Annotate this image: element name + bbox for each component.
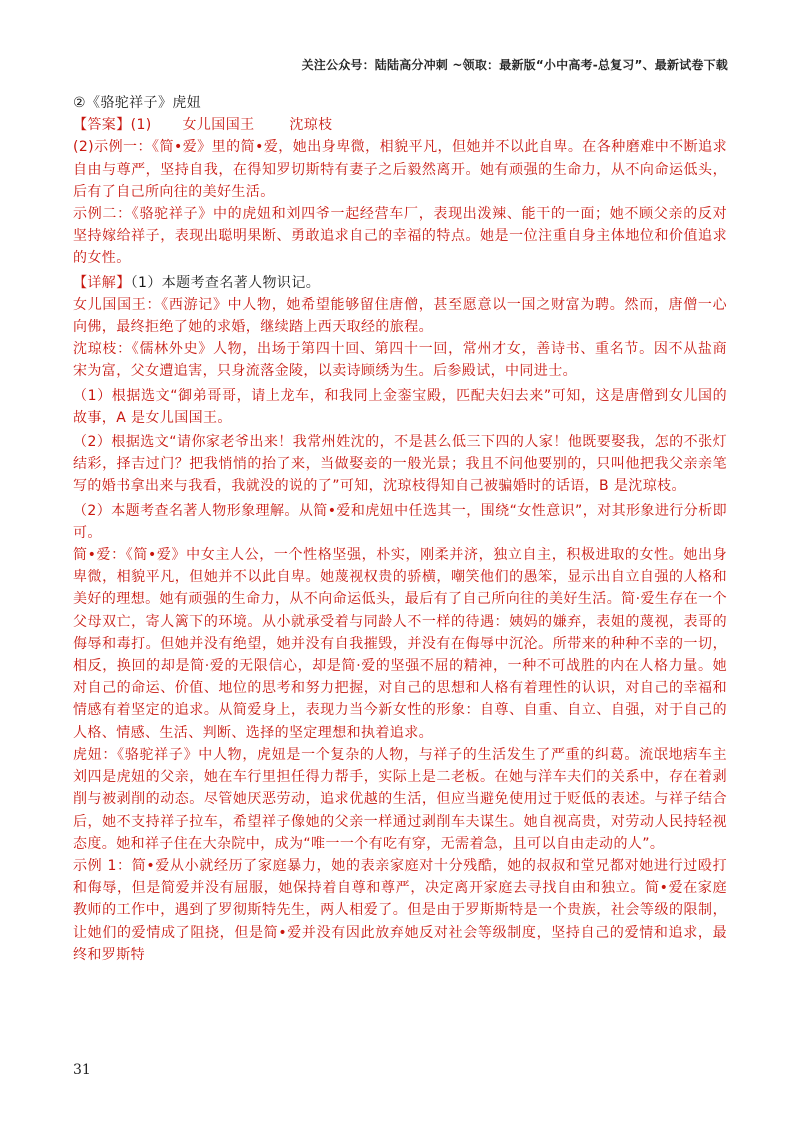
- answer-label-1: (1): [130, 117, 152, 134]
- answer-tag: 【答案】: [73, 117, 131, 134]
- document-body: [73, 92, 727, 966]
- detail-shen-paragraph: 沈琼枝：《儒林外史》人物，出场于第四十回、第四十一回，常州才女，善诗书、重名节。因不从盐商宋为富，父女遭追害，只身流落金陵，以卖诗顾绣为生。后参殿试，中同进士。: [73, 341, 727, 380]
- answer-blank-b: 沈琼枝: [289, 117, 333, 134]
- detail-jane-paragraph: 简•爱：《简•爱》中女主人公，一个性格坚强，朴实，刚柔并济，独立自主，积极进取的女性。她出身卑微，相貌平凡，但她并不以此自卑。她蔑视权贵的骄横，嘲笑他们的愚笨，显示出自立自强的人格和美好的理想。她有顽强的生命力，从不向命运低头，最后有了自己所向往的美好生活。简·爱生存在一个父母双亡，寄人篱下的环境。从小就承受着与同龄人不一样的待遇：姨妈的嫌弃，表姐的蔑视，表哥的侮辱和毒打。但她并没有绝望，她并没有自我摧毁，并没有在侮辱中沉沦。所带来的种种不幸的一切，相反，换回的却是简·爱的无限信心，却是简·爱的坚强不屈的精神，一种不可战胜的内在人格力量。她对自己的命运、价值、地位的思考和努力把握，对自己的思想和人格有着理性的认识，对自己的幸福和情感有着坚定的追求。从简爱身上，表现力当今新女性的形象：自尊、自重、自立、自强，对于自己的人格、情感、生活、判断、选择的坚定理想和执着追求。: [73, 547, 727, 741]
- detail-intro-2: （2）本题考查名著人物形象理解。从简•爱和虎妞中任选其一，围绕“女性意识”，对其形象进行分析即可。: [73, 502, 727, 541]
- answer-example-1: [73, 136, 727, 203]
- answer-blank-a: 女儿国国王: [182, 117, 255, 134]
- detail-analysis-2: （2）根据选文“请你家老爷出来！我常州姓沈的，不是甚么低三下四的人家！他既要娶我，怎的不张灯结彩，择吉过门？把我悄悄的抬了来，当做娶妾的一般光景；我且不问他要别的，只叫他把我父亲亲笔写的婚书拿出来与我看，我就没的说的了”可知，沈琼枝得知自己被骗婚时的话语，B 是沈琼枝。: [73, 434, 727, 495]
- question-item: ②《骆驼祥子》虎妞: [73, 95, 202, 111]
- detail-intro-1: [73, 272, 727, 294]
- answer-label-2: (2): [73, 139, 95, 156]
- answer-example-2: 示例二：《骆驼祥子》中的虎妞和刘四爷一起经营车厂，表现出泼辣、能干的一面；她不顾父亲的反对坚持嫁给祥子，表现出聪明果断、勇敢追求自己的幸福的特点。她是一位注重自身主体地位和价值追求的女性。: [73, 206, 727, 267]
- page-number: 31: [73, 1062, 91, 1078]
- answer-example-1-text: 示例一：《简•爱》里的简•爱，她出身卑微，相貌平凡，但她并不以此自卑。在各种磨难中不断追求自由与尊严，坚持自我，在得知罗切斯特有妻子之后毅然离开。她有顽强的生命力，从不向命运低头，后有了自己所向往的美好生活。: [73, 139, 727, 200]
- page-header-notice: 关注公众号：陆陆高分冲刺 ~领取：最新版“小中高考-总复习”、最新试卷下载: [301, 58, 728, 72]
- detail-tag: 【详解】: [73, 274, 131, 291]
- detail-huniu-paragraph: 虎妞：《骆驼祥子》中人物，虎妞是一个复杂的人物，与祥子的生活发生了严重的纠葛。流氓地痞车主刘四是虎妞的父亲，她在车行里担任得力帮手，实际上是二老板。在她与洋车夫们的关系中，存在着剥削与被剥削的动态。尽管她厌恶劳动，追求优越的生活，但应当避免使用过于贬低的表述。与祥子结合后，她不支持祥子拉车，希望祥子像她的父亲一样通过剥削车夫谋生。她自视高贵，对劳动人民持轻视态度。她和祥子住在大杂院中，成为“唯一一个有吃有穿，无需着急，且可以自由走动的人”。: [73, 746, 727, 852]
- detail-nvguo-paragraph: 女儿国国王：《西游记》中人物，她希望能够留住唐僧，甚至愿意以一国之财富为聘。然而，唐僧一心向佛，最终拒绝了她的求婚，继续踏上西天取经的旅程。: [73, 296, 727, 336]
- answer-row: [73, 114, 727, 136]
- detail-intro-1-text: （1）本题考查名著人物识记。: [130, 274, 321, 291]
- detail-analysis-1: （1）根据选文“御弟哥哥，请上龙车，和我同上金銮宝殿，匹配夫妇去来”可知，这是唐僧到女儿国的故事，A 是女儿国国王。: [73, 387, 727, 426]
- detail-example-1: 示例 1：简•爱从小就经历了家庭暴力，她的表亲家庭对十分残酷，她的叔叔和堂兄都对她进行过殴打和侮辱，但是简爱并没有屈服，她保持着自尊和尊严，决定离开家庭去寻找自由和独立。简•爱在家庭教师的工作中，遇到了罗彻斯特先生，两人相爱了。但是由于罗斯斯特是一个贵族，社会等级的限制，让她们的爱情成了阻挠，但是简•爱并没有因此放弃她反对社会等级制度，坚持自己的爱情和追求，最终和罗斯特: [73, 857, 727, 963]
